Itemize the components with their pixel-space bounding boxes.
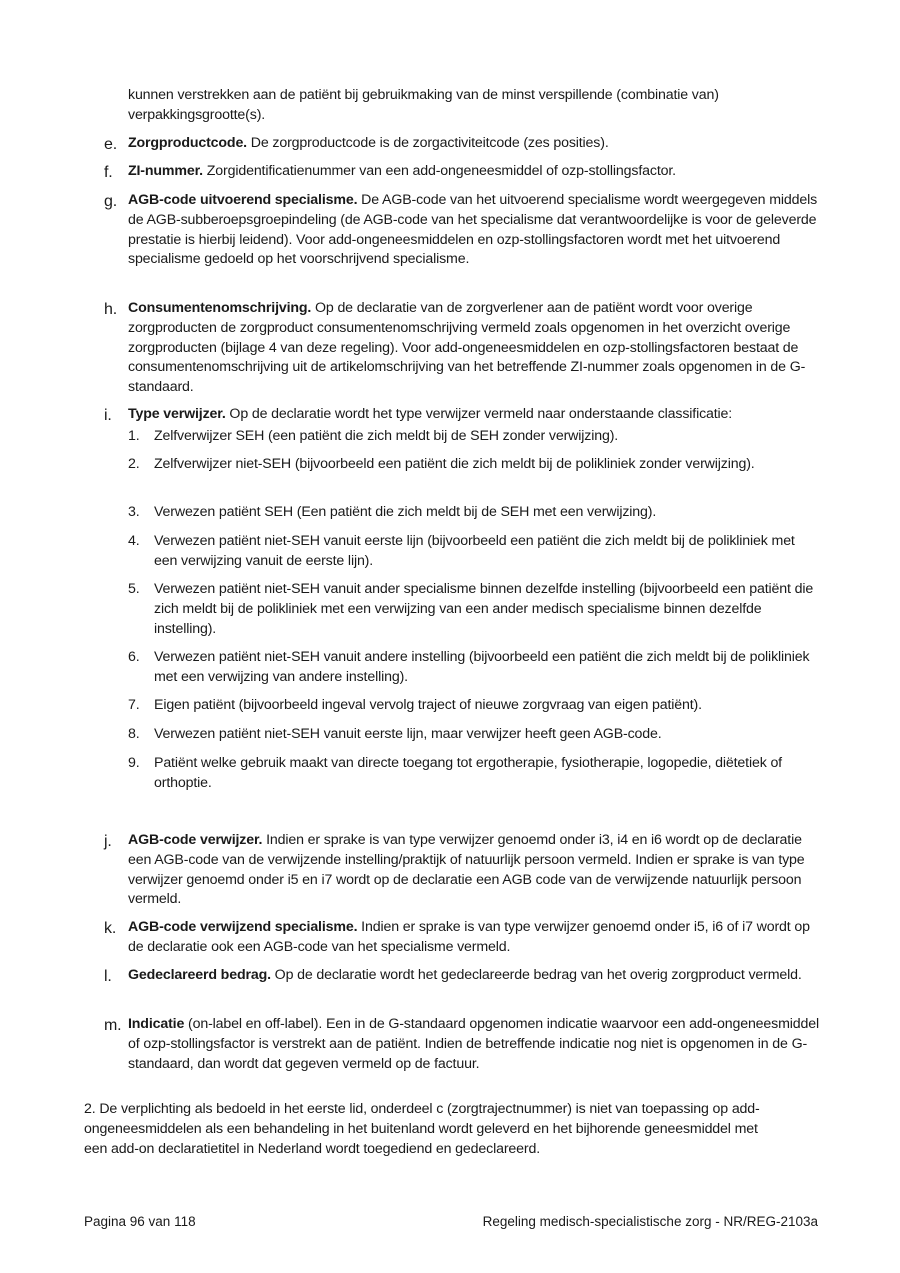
item-lead: Gedeclareerd bedrag. (128, 967, 271, 983)
item-lead: AGB-code verwijzend specialisme. (128, 919, 358, 935)
referrer-type-7 (128, 696, 820, 716)
referrer-text: Verwezen patiënt niet-SEH vanuit andere instelling (bijvoorbeeld een patiënt die zich meldt bij de polikliniek met een verwijzing van andere instelling). (154, 649, 810, 685)
referrer-type-6 (128, 648, 820, 688)
item-text: Op de declaratie van de zorgverlener aan de patiënt wordt voor overige zorgproducten de zorgproduct consumentenomschrijving vermeld zoals opgenomen in het overzicht overige zorgproducten (bijlage 4 van deze regeling). Voor add-ongeneesmiddelen en ozp-stollingsfactoren bestaat de consumentenomschrijving uit de artikelomschrijving van het betreffende ZI-nummer zoals opgenomen in de G-standaard. (128, 300, 806, 396)
list-item-i (104, 405, 820, 425)
item-text: Zorgidentificatienummer van een add-ongeneesmiddel of ozp-stollingsfactor. (202, 163, 676, 179)
item-marker: i. (104, 407, 112, 424)
referrer-number: 1. (128, 428, 140, 444)
list-item-e (104, 134, 820, 154)
item-marker: h. (104, 301, 118, 318)
page-number: Pagina 96 van 118 (84, 1214, 196, 1229)
referrer-number: 9. (128, 755, 140, 771)
referrer-text: Zelfverwijzer niet-SEH (bijvoorbeeld een patiënt die zich meldt bij de polikliniek zonder verwijzing). (154, 456, 755, 472)
referrer-number: 7. (128, 697, 140, 713)
item-lead: Type verwijzer. (128, 406, 226, 422)
item-lead: ZI-nummer. (128, 163, 203, 179)
item-marker: e. (104, 136, 118, 153)
item-marker: l. (104, 968, 112, 985)
list-item-h (104, 299, 820, 398)
item-lead: Zorgproductcode. (128, 135, 247, 151)
list-item-g (104, 191, 820, 270)
item-marker: f. (104, 164, 113, 181)
referrer-text: Verwezen patiënt niet-SEH vanuit ander specialisme binnen dezelfde instelling (bijvoorbeeld een patiënt die zich meldt bij de polikliniek met een verwijzing van een ander medisch specialisme binnen dezelfde instelling). (154, 581, 814, 637)
item-marker: j. (104, 833, 112, 850)
item-text: De zorgproductcode is de zorgactiviteitcode (zes posities). (246, 135, 609, 151)
referrer-type-5 (128, 580, 820, 639)
item-lead: AGB-code uitvoerend specialisme. (128, 192, 358, 208)
item-marker: k. (104, 920, 117, 937)
item-text: De AGB-code van het uitvoerend specialisme wordt weergegeven middels de AGB-subberoepsgroepindeling (de AGB-code van het specialisme dat verantwoordelijke is voor de geleverde prestatie is hierbij leidend). Voor add-ongeneesmiddelen en ozp-stollingsfactoren wordt met het uitvoerend specialisme gedoeld op het voorschrijvend specialisme. (128, 192, 818, 268)
item-lead: AGB-code verwijzer. (128, 832, 263, 848)
referrer-type-8 (128, 725, 820, 745)
item-lead: Indicatie (128, 1016, 185, 1032)
referrer-text: Zelfverwijzer SEH (een patiënt die zich meldt bij de SEH zonder verwijzing). (154, 428, 619, 444)
referrer-number: 2. (128, 456, 140, 472)
item-lead: Consumentenomschrijving. (128, 300, 312, 316)
referrer-text: Patiënt welke gebruik maakt van directe toegang tot ergotherapie, fysiotherapie, logopedie, diëtetiek of orthoptie. (154, 755, 782, 791)
item-marker: g. (104, 193, 118, 210)
referrer-text: Verwezen patiënt SEH (Een patiënt die zich meldt bij de SEH met een verwijzing). (154, 504, 657, 520)
referrer-number: 5. (128, 581, 140, 597)
referrer-number: 3. (128, 504, 140, 520)
item-text: Indien er sprake is van type verwijzer genoemd onder i3, i4 en i6 wordt op de declaratie een AGB-code van de verwijzende instelling/praktijk of natuurlijk persoon vermeld. Indien er sprake is van type verwijzer genoemd onder i5 en i7 wordt op de declaratie een AGB code van de verwijzende natuurlijk persoon vermeld. (128, 832, 805, 908)
list-item-m (104, 1015, 820, 1074)
paragraph-2: 2. De verplichting als bedoeld in het eerste lid, onderdeel c (zorgtrajectnummer) is niet van toepassing op add-ongeneesmiddelen als een behandeling in het buitenland wordt geleverd en het bijhorende geneesmiddel met een add-on declaratietitel in Nederland wordt toegediend en gedeclareerd. (84, 1101, 760, 1157)
list-item-k (104, 918, 820, 958)
item-marker: m. (104, 1017, 122, 1034)
referrer-type-2 (128, 455, 820, 475)
referrer-number: 8. (128, 726, 140, 742)
footer-document-title: Regeling medisch-specialistische zorg - NR/REG-2103a (482, 1214, 818, 1229)
referrer-type-9 (128, 754, 820, 794)
referrer-type-4 (128, 532, 820, 572)
continuation-text: kunnen verstrekken aan de patiënt bij gebruikmaking van de minst verspillende (combinatie van) verpakkingsgrootte(s). (128, 87, 719, 123)
referrer-type-3 (128, 503, 820, 523)
item-text: (on-label en off-label). Een in de G-standaard opgenomen indicatie waarvoor een add-ongeneesmiddel of ozp-stollingsfactor is verstrekt aan de patiënt. Indien de betreffende indicatie nog niet is opgenomen in de G-standaard, dan wordt dat gegeven vermeld op de factuur. (128, 1016, 820, 1072)
item-text: Op de declaratie wordt het gedeclareerde bedrag van het overig zorgproduct vermeld. (270, 967, 802, 983)
list-item-j (104, 831, 820, 910)
referrer-text: Verwezen patiënt niet-SEH vanuit eerste lijn (bijvoorbeeld een patiënt die zich meldt bij de polikliniek met een verwijzing vanuit de eerste lijn). (154, 533, 795, 569)
referrer-text: Verwezen patiënt niet-SEH vanuit eerste lijn, maar verwijzer heeft geen AGB-code. (154, 726, 662, 742)
list-item-l (104, 966, 820, 986)
referrer-number: 6. (128, 649, 140, 665)
referrer-text: Eigen patiënt (bijvoorbeeld ingeval vervolg traject of nieuwe zorgvraag van eigen patiënt). (154, 697, 702, 713)
referrer-type-1 (128, 427, 820, 447)
list-item-f (104, 162, 820, 182)
referrer-number: 4. (128, 533, 140, 549)
item-text: Indien er sprake is van type verwijzer genoemd onder i5, i6 of i7 wordt op de declaratie ook een AGB-code van het specialisme vermeld. (128, 919, 810, 955)
item-text: Op de declaratie wordt het type verwijzer vermeld naar onderstaande classificatie: (225, 406, 733, 422)
